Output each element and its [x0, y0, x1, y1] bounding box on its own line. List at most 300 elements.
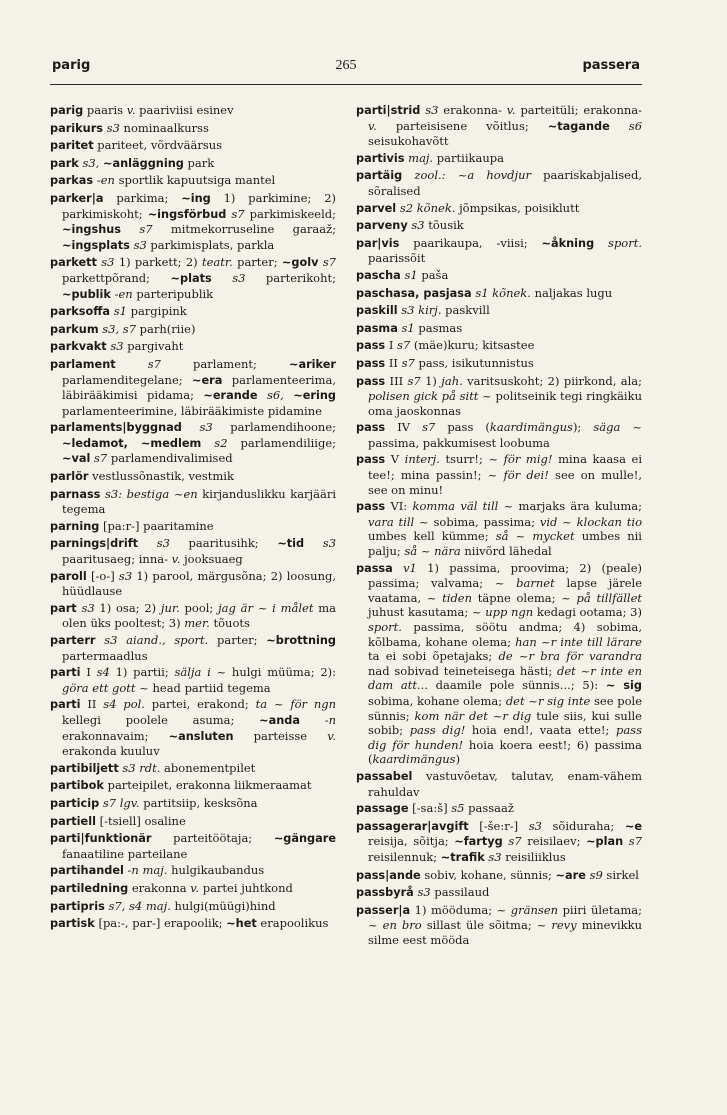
dictionary-entry [50, 831, 336, 861]
grammar-note: s7 [407, 373, 421, 388]
definition-text [300, 713, 325, 727]
definition-text [116, 357, 148, 371]
definition-text: [pa:-, par-] erapoolik; [94, 916, 227, 931]
grammar-note: ~ för dei! [487, 468, 549, 483]
compound-word: ~golv [281, 256, 319, 270]
definition-text: parteisse [233, 728, 328, 743]
dictionary-entry [356, 868, 642, 884]
definition-text: daamile pole sünnis...; 5): [427, 678, 606, 693]
grammar-note: s7 [147, 356, 161, 371]
dictionary-entry [50, 191, 336, 253]
headword: pass [356, 356, 386, 370]
definition-text: paaris [83, 103, 127, 117]
definition-text: umbes kell kümme; [368, 529, 496, 544]
headword: parkas [50, 174, 94, 188]
definition-text: paarikaupa, -viisi; [399, 235, 542, 250]
grammar-note: s2 kõnek. [399, 200, 456, 215]
grammar-note: s6, [266, 388, 284, 403]
grammar-note: s7 [322, 255, 336, 270]
definition-text: juhust kasutama; [368, 605, 472, 620]
dictionary-entry [356, 286, 642, 302]
definition-text [96, 633, 105, 647]
definition-text: III [385, 373, 408, 388]
grammar-note: v. [190, 880, 200, 895]
compound-word: ~tid [277, 537, 305, 551]
grammar-note: ~ revy [536, 918, 577, 933]
headword: partivis [356, 151, 405, 165]
definition-text [304, 536, 323, 550]
definition-text: I [385, 338, 398, 353]
definition-text: pargipink [126, 304, 187, 319]
grammar-note: vara till ~ [368, 514, 429, 529]
headword: pass [356, 453, 386, 467]
definition-text: pariteet, võrdväärsus [93, 138, 223, 153]
headword: parvel [356, 201, 397, 215]
definition-text: niivõrd lähedal [460, 544, 552, 559]
definition-text: jõmpsikas, poisiklutt [455, 200, 580, 215]
definition-text: paskvill [441, 303, 490, 318]
definition-text: kellegi poolele asuma; [62, 712, 260, 727]
grammar-note: ~ för mig! [488, 452, 553, 467]
compound-word: ~ering [293, 389, 336, 403]
headword: particip [50, 796, 100, 810]
definition-text: 1) passima, proovima; 2) (peale) passima; valvama; [368, 560, 642, 591]
definition-text: sobiv, kohane, sünnis; [420, 867, 556, 882]
definition-text: fanaatiline parteilane [62, 846, 188, 861]
grammar-note: s1 kõnek. [475, 285, 531, 300]
compound-word: ~ingshus [62, 223, 121, 237]
dictionary-entry [50, 156, 336, 172]
headword: passbyrå [356, 886, 414, 900]
grammar-note: s7 lgv. [102, 795, 140, 810]
dictionary-entry [50, 633, 336, 663]
grammar-note: zool.: ~a hovdjur [414, 168, 531, 183]
grammar-note: kaardimängus [372, 752, 456, 767]
compound-word: ~anda [259, 713, 300, 727]
dictionary-entry [356, 374, 642, 419]
definition-text: see on mulle!, see on minu! [368, 468, 642, 497]
dictionary-entry [50, 121, 336, 137]
definition-text: pass, isikutunnistus [414, 355, 534, 370]
definition-text: parteisisene võitlus; [376, 118, 548, 133]
page-number: 265 [335, 58, 357, 73]
definition-text: parterikoht; [245, 270, 336, 285]
compound-word: ~tagande [547, 119, 610, 133]
grammar-note: s7 [422, 420, 436, 435]
dictionary-entry [356, 168, 642, 198]
headword: passagerar|avgift [356, 819, 469, 833]
dictionary-entry [50, 357, 336, 418]
headword: partiell [50, 814, 96, 828]
grammar-note: v. [126, 103, 136, 117]
headword: parti [50, 698, 81, 712]
headword: paskill [356, 304, 398, 318]
compound-word: ~era [192, 373, 223, 387]
definition-text: paarissõit [368, 251, 426, 266]
grammar-note: jah. [441, 373, 463, 388]
definition-text: jooksuaeg [180, 552, 243, 567]
definition-text: parteripublik [132, 286, 214, 301]
definition-text: sillast üle sõitma; [421, 918, 537, 933]
grammar-note: s3 [488, 849, 502, 864]
definition-text: umbes nii palju; [368, 529, 642, 559]
definition-text: 1) partii; [109, 665, 175, 680]
definition-text: politseinik tegi ringkäiku oma jaoskonnas [368, 389, 642, 418]
grammar-note: ~ gränsen [496, 902, 559, 917]
compound-word: ~are [555, 868, 586, 882]
dictionary-entry [50, 569, 336, 599]
page-header [52, 58, 640, 80]
right-column [356, 103, 642, 1088]
definition-text: 1) parool, märgusõna; 2) loosung, hüüdlause [62, 568, 336, 599]
dictionary-entry [50, 536, 336, 566]
grammar-note: sport. [608, 235, 642, 250]
definition-text: parter; [232, 255, 282, 270]
grammar-note: v. [327, 728, 336, 743]
definition-text: sõiduraha; [541, 818, 625, 833]
dictionary-entry [356, 561, 642, 767]
definition-text: 1) mööduma; [410, 902, 497, 917]
grammar-note: sport. [368, 620, 402, 634]
grammar-note: s4 [96, 665, 110, 680]
definition-text: erakonnavaim; [62, 728, 169, 743]
grammar-note: v. [368, 118, 377, 133]
grammar-note: -en [114, 286, 133, 301]
grammar-note: s3 [322, 536, 336, 551]
headword: paritet [50, 139, 94, 153]
definition-text: parlamenteerimine, läbirääkimiste pidamine [62, 403, 322, 418]
definition-text: mina kaasa ei tee!; mina passin!; [368, 452, 642, 483]
dictionary-entry [50, 899, 336, 915]
grammar-note: s3 [118, 568, 133, 583]
definition-text [201, 436, 214, 450]
definition-text: kirjanduslikku karjääri tegema [62, 486, 336, 517]
grammar-note: s3 aiand., sport. [104, 633, 209, 647]
compound-word: ~ sig [605, 679, 642, 693]
definition-text: see pole sünnis; [368, 693, 642, 723]
definition-text: naljakas lugu [530, 285, 613, 300]
grammar-note: -en [96, 173, 115, 188]
definition-text: marjaks ära kuluma; [513, 499, 642, 514]
headword: parlör [50, 470, 89, 484]
headword: pass|ande [356, 868, 421, 882]
definition-text: passaaž [464, 801, 514, 816]
compound-word: ~het [226, 917, 257, 931]
definition-text: parlamendihoone; [212, 420, 336, 435]
definition-text: parteitöötaja; [151, 831, 274, 846]
definition-text: head partiid tegema [148, 680, 271, 695]
grammar-note: han ~r inte till lärare [515, 634, 642, 649]
definition-text: hoia end!, vaata ette!; [465, 723, 616, 738]
dictionary-entry [356, 420, 642, 450]
definition-text: parteitüli; erakonna- [515, 103, 642, 117]
definition-text: 1) [420, 373, 442, 388]
grammar-note: s2 [214, 435, 228, 450]
grammar-note: s3, s7 [102, 321, 137, 336]
definition-text: partiikaupa [433, 150, 504, 165]
grammar-note: v1 [403, 560, 417, 575]
definition-text: parlament; [160, 356, 290, 371]
definition-text: parkimisplats, parkla [146, 237, 275, 252]
grammar-note: göra ett gott ~ [62, 680, 149, 695]
definition-text: erakonna- [438, 103, 507, 117]
compound-word: ~ledamot, [62, 436, 128, 450]
headword: passabel [356, 769, 413, 783]
dictionary-entry [50, 487, 336, 517]
headword: pasma [356, 321, 398, 335]
definition-text: seisukohavõtt [368, 134, 449, 149]
grammar-note: teatr. [201, 255, 233, 270]
definition-text: minevikku silme eest mööda [368, 918, 642, 947]
definition-text: parkima; [103, 190, 182, 205]
grammar-note: jag är ~ i målet [218, 600, 314, 615]
definition-text [212, 271, 233, 285]
grammar-note: så ~ nära [404, 544, 461, 559]
dictionary-entry [356, 303, 642, 319]
definition-text: parh(riie) [136, 321, 196, 336]
compound-word: ~ansluten [168, 729, 234, 743]
dictionary-entry [356, 151, 642, 167]
definition-text: mitmekorruseline garaaž; [152, 222, 336, 237]
definition-text: abonementpilet [160, 760, 256, 775]
dictionary-entry [50, 339, 336, 355]
dictionary-entry [356, 338, 642, 354]
definition-text: partei juhtkond [199, 880, 293, 895]
definition-text: vastuvõetav, talutav, enam-vähem rahuldav [368, 768, 642, 799]
dictionary-entry [50, 814, 336, 830]
compound-word: ~trafik [440, 850, 485, 864]
definition-text: VI: [385, 499, 413, 514]
definition-text: hulgi müüma; 2): [226, 665, 336, 680]
grammar-note: s3 [101, 255, 115, 270]
definition-text: vestlussõnastik, vestmik [88, 469, 234, 484]
dictionary-entry [50, 863, 336, 879]
definition-text: 1) parkimine; 2) parkimiskoht; [62, 190, 336, 221]
compound-word: ~gängare [273, 832, 336, 846]
grammar-note: säga ~ [593, 420, 642, 435]
grammar-note: s7 [508, 834, 522, 849]
dictionary-entry [50, 697, 336, 758]
definition-text [594, 236, 608, 250]
grammar-note: vid ~ klockan tio [539, 514, 642, 529]
definition-text [128, 436, 141, 450]
headword: partiledning [50, 881, 129, 895]
grammar-note: s3 [133, 237, 147, 252]
headword: passa [356, 561, 393, 575]
grammar-note: polisen gick på sitt ~ [368, 389, 492, 404]
definition-text: täpne olema; [472, 590, 562, 605]
dictionary-entry [50, 304, 336, 320]
compound-word: ~ing [181, 191, 211, 205]
dictionary-entry [50, 173, 336, 189]
headword: partisk [50, 917, 95, 931]
grammar-note: s7 [401, 355, 415, 370]
definition-text: [pa:r-] paaritamine [99, 518, 214, 533]
headword: paroll [50, 569, 87, 583]
compound-word: ~medlem [140, 436, 202, 450]
grammar-note: det ~r inte en dam att... [368, 663, 642, 693]
grammar-note: sälja i ~ [174, 665, 227, 680]
definition-text: ta ei sobi õpetajaks; [368, 649, 499, 664]
definition-text: paša [417, 267, 449, 282]
grammar-note: s7 [628, 834, 642, 849]
grammar-note: s1 [404, 267, 418, 282]
grammar-note: s3 [411, 218, 425, 233]
definition-text: [-sa:š] [408, 801, 452, 816]
definition-text [284, 388, 293, 402]
definition-text: parlamenteerima, läbirääkimisi pidama; [62, 372, 336, 403]
definition-text: pasmas [414, 320, 463, 335]
definition-text [610, 119, 629, 133]
definition-text: ); [572, 420, 594, 435]
definition-text: ) [455, 752, 461, 767]
definition-text: nominaalkurss [119, 120, 209, 135]
dictionary-entry [50, 103, 336, 119]
definition-text: parkettpõrand; [62, 270, 171, 285]
dictionary-entry [356, 321, 642, 337]
definition-text: paariskabjalised, sõralised [368, 168, 642, 198]
dictionary-entry [356, 236, 642, 266]
grammar-note: s3 [81, 600, 95, 615]
grammar-note: -n [324, 712, 336, 727]
headword: partihandel [50, 864, 124, 878]
definition-text: tõuots [209, 616, 250, 631]
definition-text [182, 420, 200, 434]
dictionary-entry [50, 881, 336, 897]
grammar-note: maj. [408, 150, 434, 165]
dictionary-entry [50, 469, 336, 485]
headword: parikurs [50, 121, 104, 135]
grammar-note: s3 [425, 103, 439, 117]
headword: pass [356, 500, 386, 514]
definition-text: paaritusihk; [169, 536, 278, 551]
headword: parterr [50, 634, 96, 647]
compound-word: ~brottning [266, 634, 336, 647]
definition-text: tule siis, kui sulle sobib; [368, 708, 642, 738]
definition-text: hulgikaubandus [167, 863, 265, 878]
dictionary-entry [356, 801, 642, 817]
compound-word: ~val [62, 452, 91, 466]
compound-word: ~ariker [289, 357, 336, 371]
grammar-note: s1 [113, 304, 127, 319]
definition-text: [-tsiell] osaline [95, 813, 186, 828]
grammar-note: s5 [451, 801, 465, 816]
dictionary-entry [50, 255, 336, 302]
grammar-note: kaardimängus [489, 420, 573, 435]
headword: paschasa, pasjasa [356, 286, 472, 300]
grammar-note: ta ~ för ngn [255, 697, 336, 712]
headword: parlament [50, 357, 116, 371]
grammar-note: interj. [404, 452, 440, 467]
compound-word: ~publik [62, 287, 111, 301]
definition-text: II [80, 697, 104, 712]
headword: parlaments|byggnad [50, 421, 182, 435]
definition-text: reisija, sõitja; [368, 834, 455, 849]
compound-word: ~anläggning [102, 156, 184, 170]
definition-text: parlamendiliige; [227, 435, 336, 450]
grammar-note: ~ på tillfället [561, 590, 642, 605]
grammar-note: s3: bestiga [105, 486, 170, 501]
definition-text: reisilaev; [521, 834, 587, 849]
grammar-note: -n maj. [127, 863, 168, 878]
definition-text: kedagi ootama; 3) [533, 605, 642, 620]
definition-text: I [80, 665, 97, 680]
headword: passage [356, 802, 409, 816]
definition-text: erakonna [128, 880, 191, 895]
left-column [50, 103, 336, 1088]
grammar-note: så ~ mycket [495, 529, 575, 544]
compound-word: ~ingsförbud [147, 207, 227, 221]
dictionary-entry [356, 268, 642, 284]
grammar-note: s7 [139, 222, 153, 237]
dictionary-entry [356, 103, 642, 149]
headword: parkvakt [50, 340, 107, 354]
definition-text: reisiliiklus [501, 849, 566, 864]
definition-text: tõusik [424, 218, 464, 233]
definition-text: sirkel [602, 867, 639, 882]
definition-text [393, 561, 403, 575]
definition-text: pargivaht [123, 339, 184, 354]
headword: park [50, 156, 79, 170]
grammar-note: pass dig! [409, 723, 466, 738]
definition-text [258, 388, 267, 402]
grammar-note: ~ barnet [494, 576, 555, 591]
headword: parning [50, 519, 100, 533]
grammar-note: ~ upp ngn [471, 605, 534, 620]
headword: parnass [50, 487, 101, 501]
definition-text [121, 222, 139, 236]
definition-text: lapse järele vaatama, [368, 576, 642, 605]
headword: parti|funktionär [50, 832, 152, 846]
headword: parti|strid [356, 104, 421, 117]
definition-text: parter; [208, 633, 267, 647]
grammar-note: s3 [199, 420, 213, 435]
compound-word: ~e [624, 819, 642, 833]
grammar-note: s3 [232, 270, 246, 285]
grammar-note: s6 [628, 118, 642, 133]
definition-text: parlamenditegelane; [62, 372, 193, 387]
definition-text: parlamendivalimised [107, 451, 233, 466]
dictionary-entry [50, 601, 336, 631]
grammar-note: s3 [417, 885, 431, 900]
definition-text: hulgi(müügi)hind [170, 898, 276, 913]
compound-word: ~fartyg [454, 835, 503, 849]
dictionary-entry [356, 218, 642, 234]
definition-text: reisilennuk; [368, 849, 441, 864]
dictionary-entry [50, 796, 336, 812]
grammar-note: ~ tiden [426, 590, 473, 605]
dictionary-entry [50, 761, 336, 777]
grammar-note: s7 [93, 451, 108, 466]
definition-text: paariviisi esinev [135, 103, 234, 117]
header-last-word: passera [582, 58, 640, 73]
definition-text: nad sobivad teineteisega hästi; [368, 663, 558, 678]
definition-text: sobima, passima; [428, 514, 540, 529]
definition-text: 1) parkett; 2) [114, 255, 202, 270]
dictionary-entry [356, 452, 642, 497]
definition-text: piiri ületama; [558, 902, 642, 917]
compound-word: ~åkning [541, 236, 595, 250]
definition-text: park [183, 155, 215, 170]
definition-text: II [385, 355, 402, 370]
grammar-note: jur. [160, 600, 180, 615]
header-rule [50, 84, 642, 85]
dictionary-entry [356, 903, 642, 948]
definition-text: passilaud [430, 885, 490, 900]
grammar-note: s3, [82, 155, 100, 170]
compound-word: ~ingsplats [62, 238, 130, 252]
dictionary-entry [50, 665, 336, 695]
